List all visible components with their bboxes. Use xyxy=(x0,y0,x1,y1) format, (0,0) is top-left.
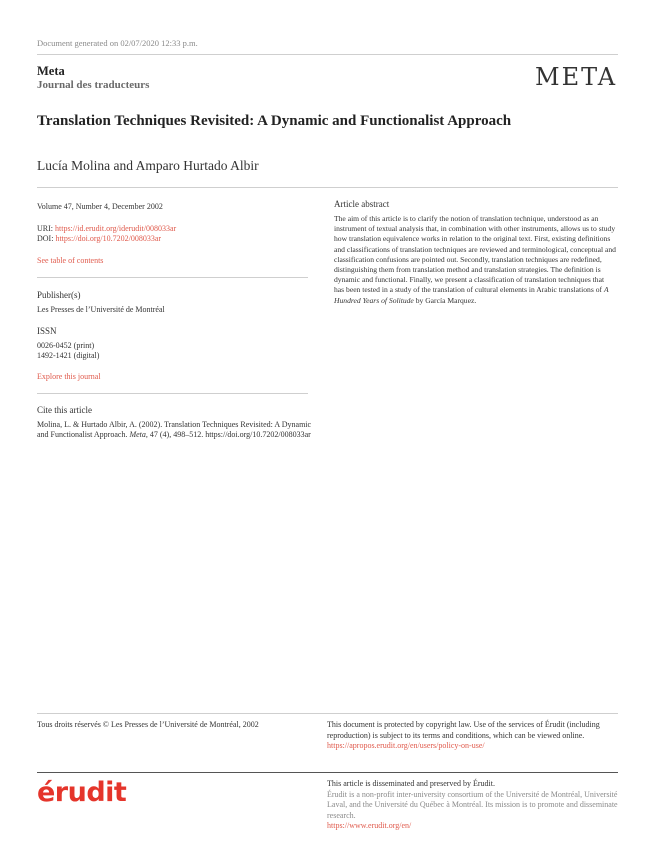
doi-link[interactable]: https://doi.org/10.7202/008033ar xyxy=(55,234,162,243)
abstract-text xyxy=(334,214,616,306)
citation-details: , 47 (4), 498–512. https://doi.org/10.7202/008033ar xyxy=(145,430,311,439)
erudit-link[interactable]: https://www.erudit.org/en/ xyxy=(327,821,412,830)
abstract-book-title: A Hundred Years of Solitude xyxy=(334,285,609,305)
issn-print: 0026-0452 (print) xyxy=(37,341,95,350)
explore-journal-link[interactable]: Explore this journal xyxy=(37,372,101,381)
generated-timestamp: Document generated on 02/07/2020 12:33 p.m. xyxy=(37,38,198,48)
article-authors: Lucía Molina and Amparo Hurtado Albir xyxy=(37,158,259,173)
cite-label: Cite this article xyxy=(37,405,92,415)
left-divider-2 xyxy=(37,393,308,394)
abstract-end: by García Marquez. xyxy=(413,295,477,305)
issn-digital: 1492-1421 (digital) xyxy=(37,351,100,360)
journal-name: Meta xyxy=(37,64,65,78)
meta-logo: MΕTA xyxy=(535,63,618,91)
footer-divider-2 xyxy=(37,772,618,773)
dissemination-block xyxy=(327,779,619,832)
publisher-label: Publisher(s) xyxy=(37,290,81,300)
doi-row xyxy=(37,234,307,245)
abstract-label: Article abstract xyxy=(334,199,390,209)
uri-link[interactable]: https://id.erudit.org/iderudit/008033ar xyxy=(55,224,177,233)
uri-label: URI: xyxy=(37,224,53,233)
citation-line-1: Molina, L. & Hurtado Albir, A. (2002). Translation Techniques Revisited: A Dynamic xyxy=(37,420,312,429)
consortium-text: Érudit is a non-profit inter-university consortium of the Université de Montréal, Université Laval, and the Université du Québec à Montréal. Its mission is to promote and disseminate research. xyxy=(327,789,618,820)
article-title: Translation Techniques Revisited: A Dynamic and Functionalist Approach xyxy=(37,113,512,129)
abstract-main: The aim of this article is to clarify the notion of translation technique, understood as an instrument of textual analysis that, in combination with other instruments, allows us to study how translation equivalence works in relation to the original text. First, existing definitions and classifications of translation techniques are reviewed and terminological, conceptual and classification confusions are pointed out. Secondly, translation techniques are redefined, distinguishing them from translation method and translation strategies. The definition is dynamic and functional. Finally, we present a classification of translation techniques that has been tested in a study of the translation of cultural elements in Arabic translations of xyxy=(334,214,616,295)
disseminated-text: This article is disseminated and preserved by Érudit. xyxy=(327,779,495,788)
doi-label: DOI: xyxy=(37,234,54,243)
erudit-logo: érudit xyxy=(37,777,127,808)
journal-subtitle: Journal des traducteurs xyxy=(37,79,150,91)
uri-row xyxy=(37,224,307,235)
title-divider xyxy=(37,187,618,188)
footer-divider-1 xyxy=(37,713,618,714)
copyright-block xyxy=(327,720,619,752)
citation-journal: Meta xyxy=(129,430,146,439)
top-divider xyxy=(37,54,618,55)
toc-link[interactable]: See table of contents xyxy=(37,256,104,265)
citation-line-2 xyxy=(37,430,327,441)
left-divider-1 xyxy=(37,277,308,278)
volume-info: Volume 47, Number 4, December 2002 xyxy=(37,202,163,211)
copyright-text: This document is protected by copyright law. Use of the services of Érudit (including reproduction) is subject to its terms and conditions, which can be viewed online. xyxy=(327,720,600,740)
rights-notice: Tous droits réservés © Les Presses de l’Université de Montréal, 2002 xyxy=(37,720,259,729)
citation-text: and Functionalist Approach. xyxy=(37,430,128,439)
policy-link[interactable]: https://apropos.erudit.org/en/users/policy-on-use/ xyxy=(327,741,485,750)
publisher-name: Les Presses de l’Université de Montréal xyxy=(37,305,165,314)
issn-label: ISSN xyxy=(37,326,57,336)
